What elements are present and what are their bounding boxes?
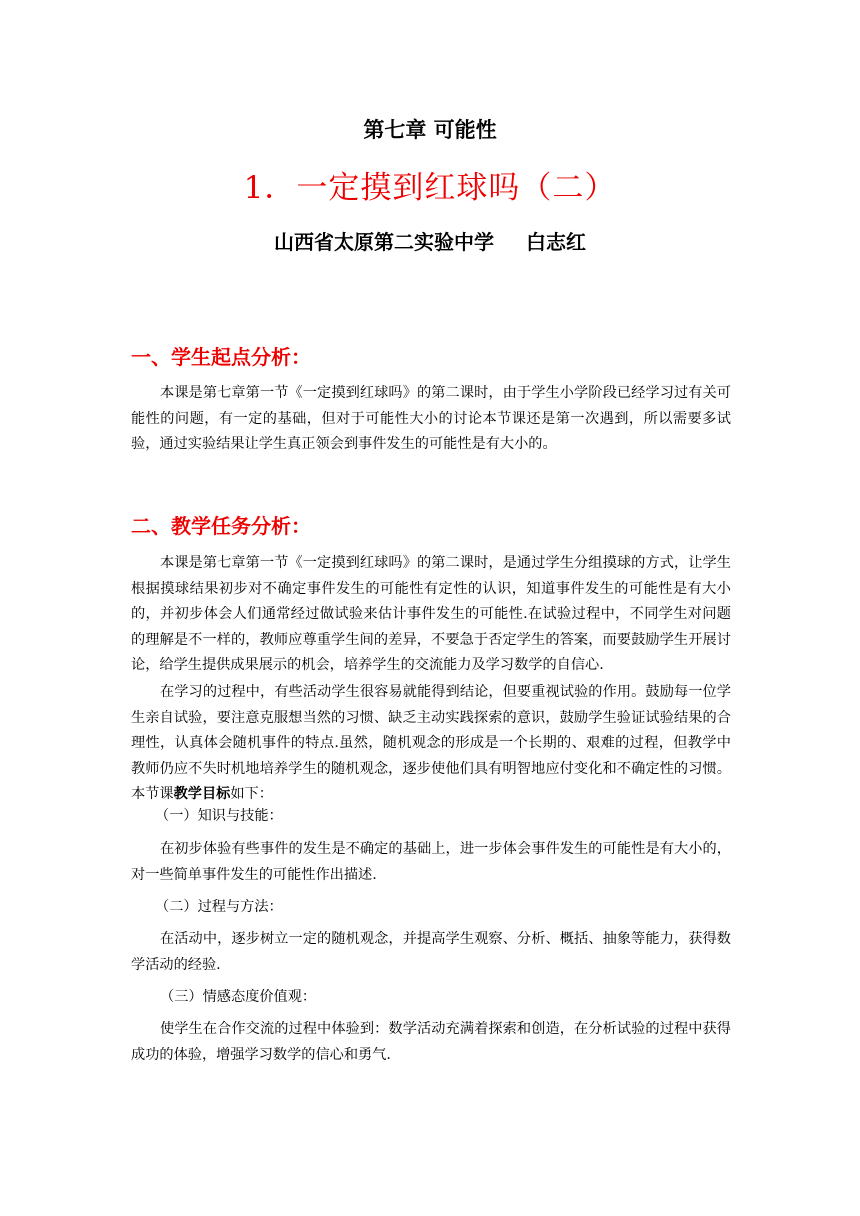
goal-label-knowledge: （一）知识与技能： [155, 808, 283, 824]
teaching-goals-intro-paragraph [131, 680, 731, 808]
student-analysis-paragraph: 本课是第七章第一节《一定摸到红球吗》的第二课时，由于学生小学阶段已经学习过有关可能性的问题，有一定的基础，但对于可能性大小的讨论本节课还是第一次遇到，所以需要多试验，通过实验结果让学生真正领会到事件发生的可能性是有大小的。 [131, 385, 731, 452]
goal-text-attitude: 使学生在合作交流的过程中体验到：数学活动充满着探索和创造，在分析试验的过程中获得成功的体验，增强学习数学的信心和勇气. [131, 1021, 731, 1063]
goal-text-process: 在活动中，逐步树立一定的随机观念，并提高学生观察、分析、概括、抽象等能力，获得数学活动的经验. [131, 931, 731, 973]
school-name: 山西省太原第二实验中学 [274, 230, 494, 254]
goal-text-knowledge: 在初步体验有些事件的发生是不确定的基础上，进一步体会事件发生的可能性是有大小的，对一些简单事件发生的可能性作出描述. [131, 841, 731, 883]
section-heading-task-analysis: 二、教学任务分析： [131, 514, 311, 538]
goal-label-process: （二）过程与方法： [155, 899, 283, 915]
author-line [0, 226, 860, 255]
goal-label-attitude: （三）情感态度价值观： [160, 989, 317, 1005]
author-name: 白志红 [526, 230, 586, 254]
lesson-title: 1．一定摸到红球吗（二） [243, 170, 617, 206]
intro-tail: 如下： [230, 786, 273, 802]
task-analysis-paragraph: 本课是第七章第一节《一定摸到红球吗》的第二课时，是通过学生分组摸球的方式，让学生根据摸球结果初步对不确定事件发生的可能性有定性的认识，知道事件发生的可能性是有大小的，并初步体会人们通常经过做试验来估计事件发生的可能性.在试验过程中，不同学生对问题的理解是不一样的，教师应尊重学生间的差异，不要急于否定学生的答案，而要鼓励学生开展讨论，给学生提供成果展示的机会，培养学生的交流能力及学习数学的自信心. [131, 555, 731, 673]
teaching-goals-keyword: 教学目标 [173, 786, 231, 802]
section-heading-student-analysis: 一、学生起点分析： [131, 345, 311, 369]
intro-text: 在学习的过程中，有些活动学生很容易就能得到结论，但要重视试验的作用。鼓励每一位学生亲自试验，要注意克服想当然的习惯、缺乏主动实践探索的意识，鼓励学生验证试验结果的合理性，认真体会随机事件的特点.虽然，随机观念的形成是一个长期的、艰难的过程，但教学中教师仍应不失时机地培养学生的随机观念，逐步使他们具有明智地应付变化和不确定性的习惯。本节课 [131, 684, 731, 802]
chapter-title: 第七章 可能性 [363, 117, 497, 142]
